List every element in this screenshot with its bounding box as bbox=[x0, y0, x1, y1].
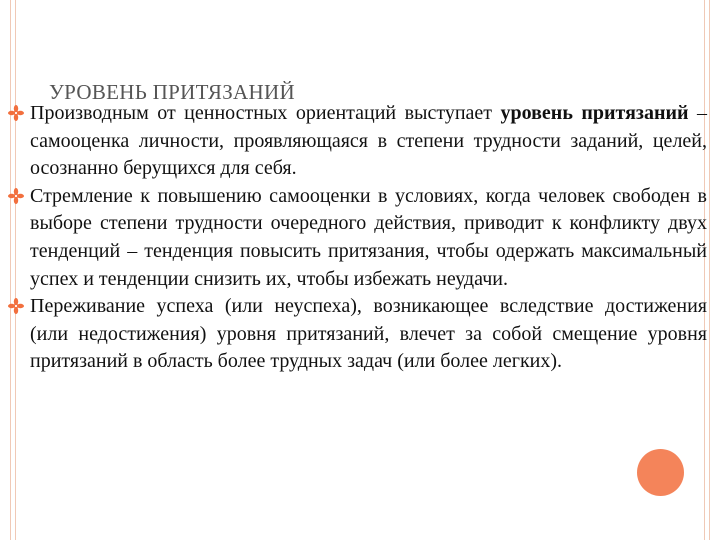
bullet-item-1 bbox=[30, 100, 707, 183]
slide-title: УРОВЕНЬ ПРИТЯЗАНИЙ bbox=[49, 80, 295, 104]
frame-line-left-outer bbox=[10, 0, 11, 540]
bullet-1-text-after: – самооценка личности, проявляющаяся в степени трудности заданий, целей, осознанно берущихся для себя. bbox=[30, 102, 707, 180]
bullet-3-text: Переживание успеха (или неуспеха), возникающее вследствие достижения (или недостижения) уровня притязаний, влечет за собой смещение уровня притязаний в область более трудных задач (или более легких). bbox=[30, 295, 707, 373]
frame-line-right-outer bbox=[709, 0, 710, 540]
bullet-item-3 bbox=[30, 293, 707, 376]
decorative-circle bbox=[637, 449, 684, 496]
bullet-2-text: Стремление к повышению самооценки в условиях, когда человек свободен в выборе степени трудности очередного действия, приводит к конфликту двух тенденций – тенденция повысить притязания, чтобы одержать максимальный успех и тенденции снизить их, чтобы избежать неудачи. bbox=[30, 184, 707, 290]
ornament-bullet-icon bbox=[8, 298, 24, 314]
ornament-bullet-icon bbox=[8, 188, 24, 204]
bullet-1-bold-term: уровень притязаний bbox=[500, 102, 689, 124]
ornament-bullet-icon bbox=[8, 105, 24, 121]
bullet-item-2 bbox=[30, 183, 707, 293]
frame-line-left-inner bbox=[15, 0, 16, 540]
bullet-1-text-before: Производным от ценностных ориентаций выступает bbox=[30, 102, 501, 124]
bullet-list bbox=[30, 100, 707, 376]
